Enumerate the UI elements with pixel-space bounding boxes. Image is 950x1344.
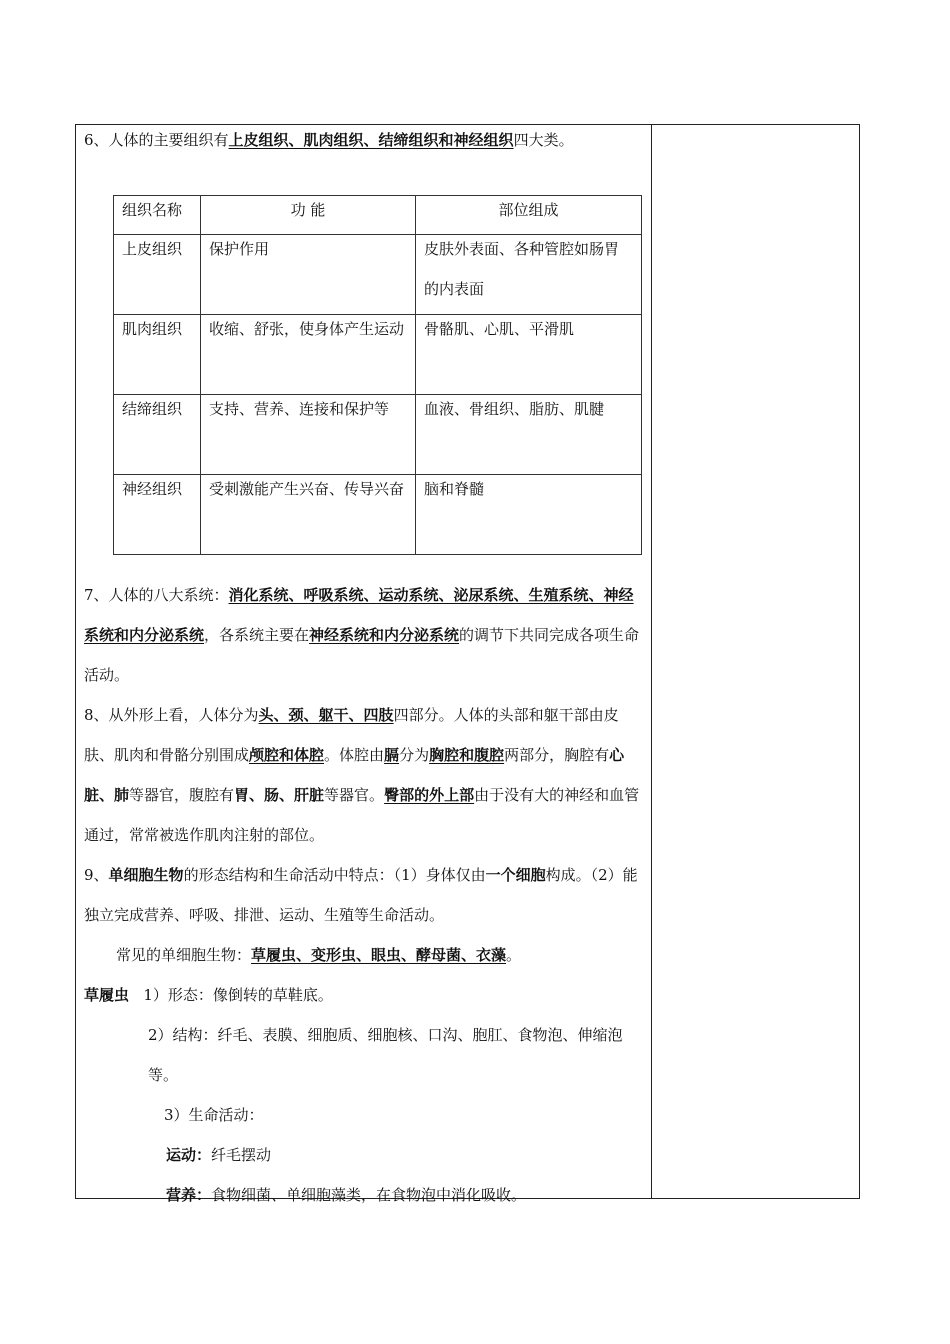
main-content xyxy=(84,124,644,1215)
cell-location: 皮肤外表面、各种管腔如肠胃的内表面 xyxy=(416,235,642,315)
table-row xyxy=(114,475,642,555)
column-divider xyxy=(651,124,652,1199)
cell-name: 肌肉组织 xyxy=(114,315,201,395)
cell-name: 结缔组织 xyxy=(114,395,201,475)
header-location: 部位组成 xyxy=(416,196,642,235)
header-name: 组织名称 xyxy=(114,196,201,235)
cell-location: 血液、骨组织、脂肪、肌腱 xyxy=(416,395,642,475)
paramecium-shape: 草履虫 1）形态：像倒转的草鞋底。 xyxy=(84,986,333,1004)
cell-location: 骨骼肌、心肌、平滑肌 xyxy=(416,315,642,395)
item-6-prefix: 6、人体的主要组织有 xyxy=(84,131,229,149)
tissue-table xyxy=(113,195,642,555)
item-7: 7、人体的八大系统：消化系统、呼吸系统、运动系统、泌尿系统、生殖系统、神经系统和内分泌系统，各系统主要在神经系统和内分泌系统的调节下共同完成各项生命活动。 xyxy=(84,586,640,684)
cell-function: 保护作用 xyxy=(201,235,416,315)
table-row xyxy=(114,315,642,395)
item-9: 9、单细胞生物的形态结构和生命活动中特点：（1）身体仅由一个细胞构成。（2）能独立完成营养、呼吸、排泄、运动、生殖等生命活动。 xyxy=(84,866,638,924)
paramecium-movement: 运动：纤毛摆动 xyxy=(166,1146,272,1164)
paramecium-title: 草履虫 xyxy=(84,986,130,1004)
item-8: 8、从外形上看，人体分为头、颈、躯干、四肢四部分。人体的头部和躯干部由皮肤、肌肉和骨骼分别围成颅腔和体腔。体腔由膈分为胸腔和腹腔两部分，胸腔有心脏、肺等器官，腹腔有胃、肠、肝脏等器官。臀部的外上部由于没有大的神经和血管通过，常常被选作肌肉注射的部位。 xyxy=(84,706,640,844)
table-row xyxy=(114,235,642,315)
table-row xyxy=(114,395,642,475)
header-function: 功 能 xyxy=(201,196,416,235)
cell-function: 支持、营养、连接和保护等 xyxy=(201,395,416,475)
item-6 xyxy=(84,125,644,155)
regulating-systems: 神经系统和内分泌系统 xyxy=(309,626,460,644)
paramecium-nutrition: 营养：食物细菌、单细胞藻类，在食物泡中消化吸收。 xyxy=(166,1186,527,1204)
paramecium-structure: 2）结构：纤毛、表膜、细胞质、细胞核、口沟、胞肛、食物泡、伸缩泡等。 xyxy=(148,1026,623,1084)
common-unicellular: 常见的单细胞生物：草履虫、变形虫、眼虫、酵母菌、衣藻。 xyxy=(116,946,522,964)
paramecium-activities: 3）生命活动： xyxy=(164,1106,264,1124)
cell-function: 受刺激能产生兴奋、传导兴奋 xyxy=(201,475,416,555)
eight-systems: 消化系统、呼吸系统、运动系统、泌尿系统、生殖系统、神经系统和内分泌系统 xyxy=(84,586,634,644)
item-6-highlight: 上皮组织、肌肉组织、结缔组织和神经组织 xyxy=(228,131,514,149)
cell-function: 收缩、舒张，使身体产生运动 xyxy=(201,315,416,395)
item-6-suffix: 四大类。 xyxy=(513,131,574,149)
cell-location: 脑和脊髓 xyxy=(416,475,642,555)
cell-name: 上皮组织 xyxy=(114,235,201,315)
cell-name: 神经组织 xyxy=(114,475,201,555)
